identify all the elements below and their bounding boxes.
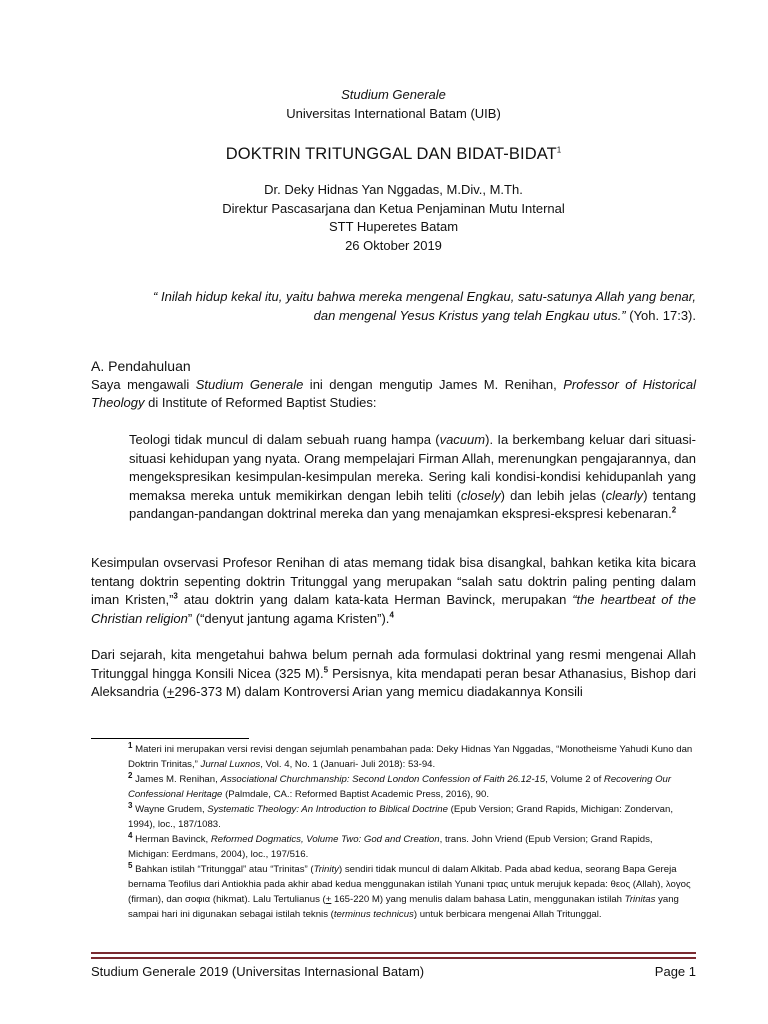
paragraph-2 <box>91 554 696 628</box>
footer-rule-bottom <box>91 957 696 959</box>
section-heading: A. Pendahuluan <box>91 358 191 374</box>
quote-line-2-text: dan mengenal Yesus Kristus yang telah Engkau utus.” <box>313 307 626 323</box>
author-name: Dr. Deky Hidnas Yan Nggadas, M.Div., M.Th. <box>264 182 523 197</box>
footnotes <box>91 742 696 922</box>
footnote-5-text-e: 165-220 M) yang menulis dalam bahasa Latin, menggunakan istilah <box>331 894 625 905</box>
block-quote-text <box>129 431 696 524</box>
footnote-separator <box>91 738 249 739</box>
footnote-3-text-c: (Epub Version; Grand Rapids, Michigan: Zondervan, 1994), loc., 187/1083. <box>128 804 673 830</box>
header-line-1: Studium Generale <box>341 87 446 102</box>
footnote-3-text-a: Wayne Grudem, <box>132 804 208 815</box>
bq-text-f: clearly <box>605 487 644 503</box>
footnote-5-text-g: yang sampai hari ini digunakan sebagai istilah teknis ( <box>128 894 679 920</box>
bq-text-e: ) dan lebih jelas ( <box>500 487 606 503</box>
footnote-4-text-a: Herman Bavinck, <box>132 834 211 845</box>
footnote-2-text-e: (Palmdale, CA.: Reformed Baptist Academic Press, 2016), 90. <box>222 789 490 800</box>
p3-text-d: 296-373 M) dalam Kontroversi Arian yang memicu diadakannya Konsili <box>174 684 583 699</box>
bq-text-d: closely <box>460 487 501 503</box>
bq-text-b: vacuum <box>439 432 486 447</box>
footnote-1-text-a: Materi ini merupakan versi revisi dengan sejumlah penambahan pada: Deky Hidnas Yan Nggadas, “Monotheisme Yahudi Kuno dan Doktrin Trinitas,” <box>128 744 693 770</box>
quote-line-2 <box>91 307 696 326</box>
author-block <box>91 181 696 255</box>
intro-text-b: Studium Generale <box>195 376 304 392</box>
intro-text-c: ini dengan mengutip James M. Renihan, <box>303 376 564 392</box>
footnote-1 <box>91 742 696 772</box>
footnote-5-text-a: Bahkan istilah “Tritunggal” atau “Trinitas” ( <box>132 864 314 875</box>
footnote-1-number: 1 <box>128 740 133 750</box>
quote-reference: (Yoh. 17:3). <box>625 307 696 323</box>
p2-text-d: ” (“denyut jantung agama Kristen”). <box>187 610 390 626</box>
footer-rule-top <box>91 952 696 954</box>
page-number: Page 1 <box>654 964 696 979</box>
intro-text-e: di Institute of Reformed Baptist Studies: <box>144 395 377 410</box>
footnote-ref-2[interactable]: 2 <box>671 505 677 515</box>
footnote-ref-4[interactable]: 4 <box>389 610 394 620</box>
paragraph-3 <box>91 646 696 702</box>
footnote-5-number: 5 <box>128 860 133 870</box>
bq-text-g: ) tentang pandangan-pandangan doktrinal mereka dan yang menajamkan ekspresi-ekspresi kebenaran. <box>129 487 696 521</box>
block-quote <box>129 431 696 524</box>
footnote-3-number: 3 <box>128 800 133 810</box>
footnote-5-text-f: Trinitas <box>624 894 656 905</box>
document-title <box>91 145 696 164</box>
footnote-2 <box>91 772 696 802</box>
document-date: 26 Oktober 2019 <box>345 237 442 253</box>
document-header <box>91 86 696 123</box>
footnote-2-text-c: , Volume 2 of <box>545 774 604 785</box>
footnote-2-number: 2 <box>128 770 133 780</box>
footnote-5-text-d: + <box>325 894 332 905</box>
author-role: Direktur Pascasarjana dan Ketua Penjaminan Mutu Internal <box>222 200 565 216</box>
intro-text-a: Saya mengawali <box>91 376 196 392</box>
section-pendahuluan <box>91 357 696 413</box>
p3-text-a: Dari sejarah, kita mengetahui bahwa belum pernah ada formulasi doktrinal yang resmi mengenai Allah Tritunggal hingga Konsili Nicea (325 M). <box>91 647 696 681</box>
intro-paragraph <box>91 376 696 413</box>
author-institution: STT Huperetes Batam <box>328 219 459 234</box>
footnote-4-number: 4 <box>128 830 133 840</box>
footnote-2-text-d: Recovering Our Confessional Heritage <box>128 774 672 800</box>
p2-text-b: atau doktrin yang dalam kata-kata Herman Bavinck, merupakan <box>177 592 573 607</box>
footer-left-text: Studium Generale 2019 (Universitas Internasional Batam) <box>91 964 425 979</box>
footnote-2-text-a: James M. Renihan, <box>132 774 221 785</box>
p3-text-b: Persisnya, kita mendapati peran besar Athanasius, Bishop dari Aleksandria ( <box>91 665 697 699</box>
footnote-5-text-b: Trinity <box>313 864 339 875</box>
footnote-5-text-c: ) sendiri tidak muncul di dalam Alkitab. Pada abad kedua, seorang Bapa Gereja bernama Teofilus dari Antiokhia pada akhir abad kedua menggunakan istilah Yunani τριας untuk merujuk kepada: θεος (Allah), λογος (firman), dan σοφια (hikmat). Lalu Tertulianus ( <box>128 864 691 905</box>
p2-text-a: Kesimpulan ovservasi Profesor Renihan di atas memang tidak bisa disangkal, bahkan ketika kita bicara tentang doktrin sepenting doktrin Tritunggal yang merupakan “salah satu doktrin paling penting dalam iman Kristen,” <box>91 555 696 607</box>
epigraph-quote <box>91 288 696 325</box>
footnote-3-text-b: Systematic Theology: An Introduction to Biblical Doctrine <box>207 804 448 815</box>
footnote-ref-5[interactable]: 5 <box>323 665 329 675</box>
intro-text-d: Professor of Historical Theology <box>91 376 697 410</box>
title-text: DOKTRIN TRITUNGGAL DAN BIDAT-BIDAT <box>225 145 557 163</box>
p3-text-c: + <box>166 684 175 699</box>
footnote-ref-3[interactable]: 3 <box>173 591 178 601</box>
page-footer <box>91 964 696 979</box>
paragraph-3-text <box>91 646 696 702</box>
bq-text-c: ). Ia berkembang keluar dari situasi-situasi kehidupan yang nyata. Orang mempelajari Firman Allah, merenungkan pengajarannya, dan mengekspresikan kesimpulan-kesimpulan mereka. Sering kali kondisi-kondisi kehidupanlah yang memaksa mereka untuk memikirkan dengan lebih teliti ( <box>129 432 696 503</box>
footnote-4 <box>91 832 696 862</box>
header-line-2: Universitas International Batam (UIB) <box>286 105 501 121</box>
title-footnote-mark: 1 <box>556 145 562 155</box>
quote-line-1: “ Inilah hidup kekal itu, yaitu bahwa mereka mengenal Engkau, satu-satunya Allah yang benar, <box>153 289 696 304</box>
footnote-4-text-b: Reformed Dogmatics, Volume Two: God and Creation <box>210 834 440 845</box>
p2-text-c: “the heartbeat of the Christian religion <box>91 592 696 626</box>
bq-text-a: Teologi tidak muncul di dalam sebuah ruang hampa ( <box>129 432 440 447</box>
footnote-4-text-c: , trans. John Vriend (Epub Version; Grand Rapids, Michigan: Eerdmans, 2004), loc., 197/516. <box>128 834 653 860</box>
footnote-5-text-i: ) untuk berbicara mengenai Allah Tritunggal. <box>413 909 602 920</box>
footnote-1-text-c: , Vol. 4, No. 1 (Januari- Juli 2018): 53-94. <box>260 759 436 770</box>
footnote-2-text-b: Associational Churchmanship: Second London Confession of Faith 26.12-15 <box>220 774 546 785</box>
footnote-1-text-b: Jurnal Luxnos <box>200 759 261 770</box>
footnote-3 <box>91 802 696 832</box>
paragraph-2-text <box>91 554 696 628</box>
footnote-5-text-h: terminus technicus <box>333 909 414 920</box>
footnote-5 <box>91 862 696 922</box>
